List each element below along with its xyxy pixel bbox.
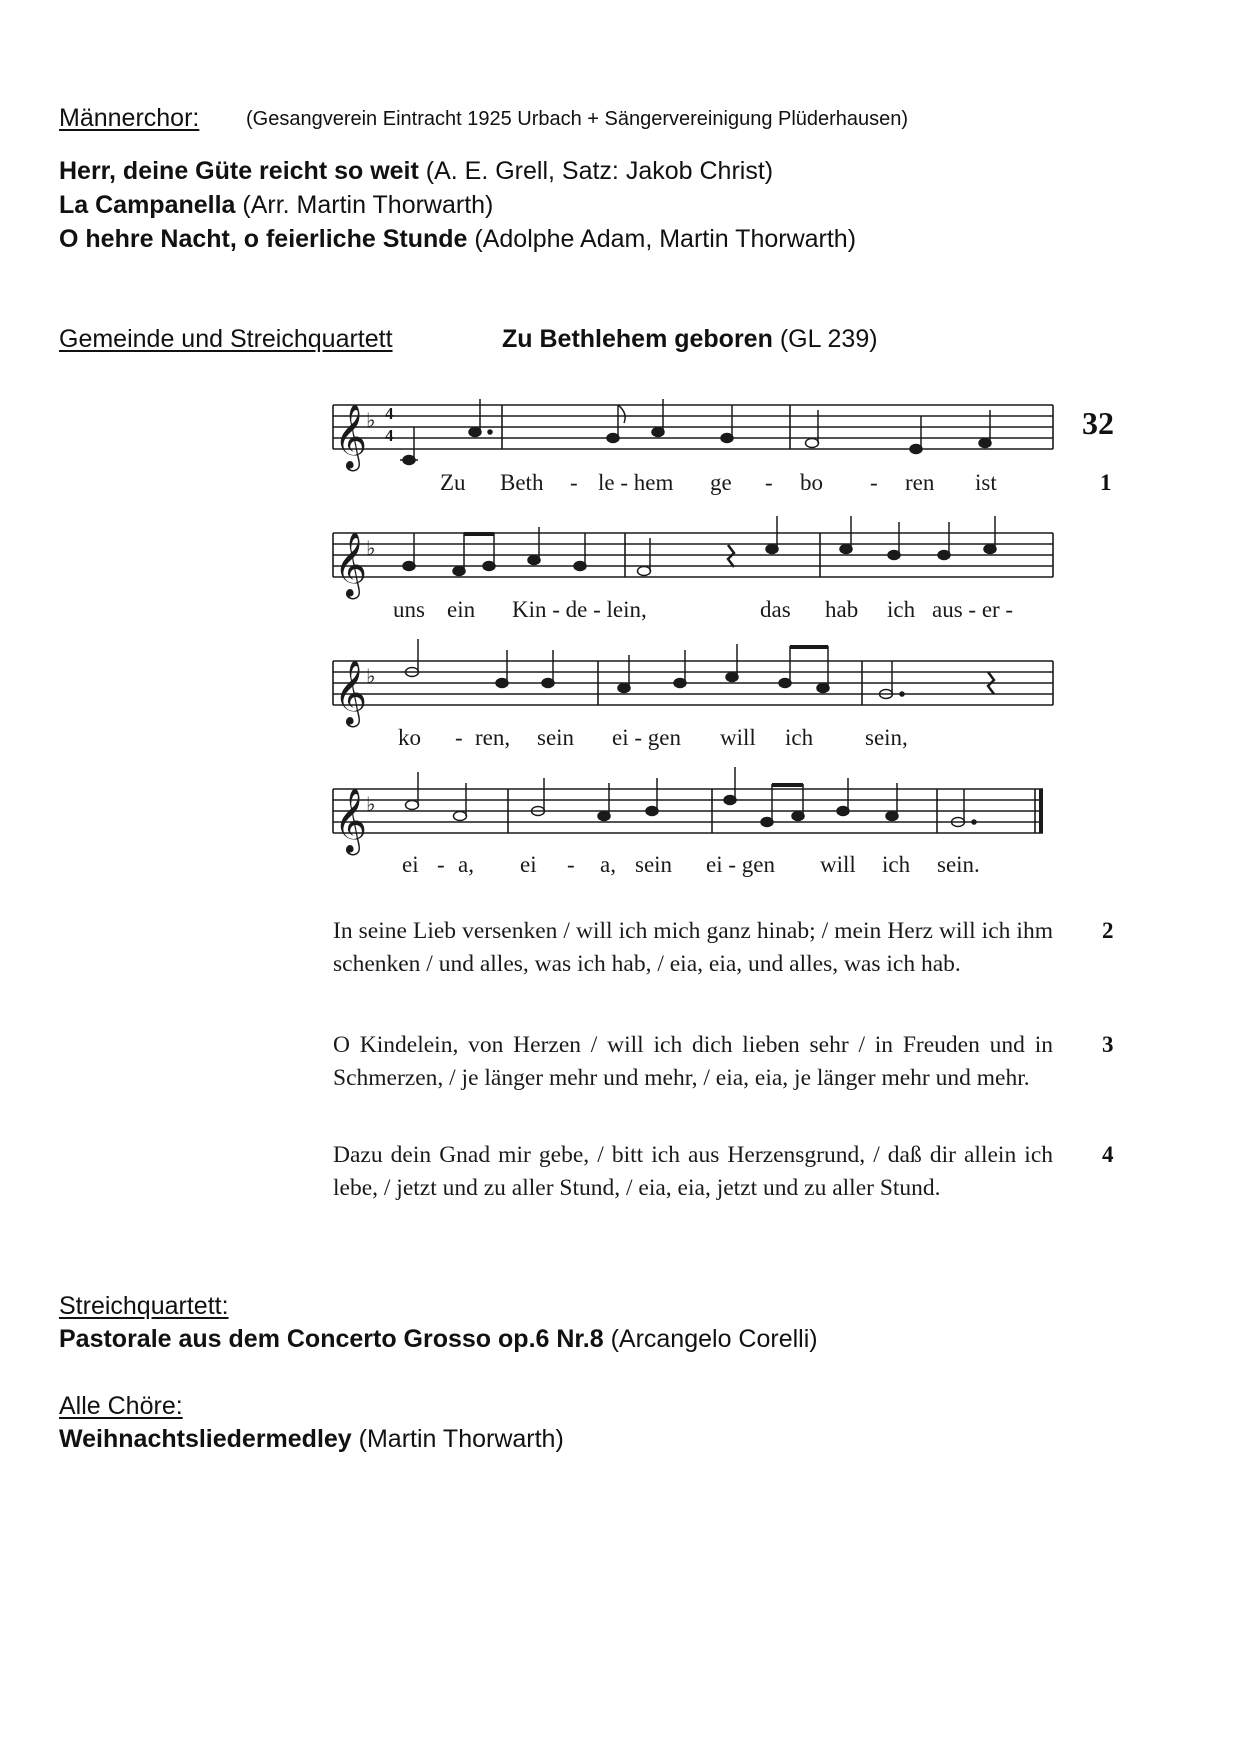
- piece-title: Herr, deine Güte reicht so weit: [59, 157, 419, 185]
- piece-title: Weihnachtsliedermedley: [59, 1425, 352, 1453]
- staff-system-4: [333, 789, 1043, 833]
- stanza-number-2: 2: [1102, 918, 1114, 943]
- lyric-syllable: das: [760, 597, 791, 622]
- svg-text:♭: ♭: [366, 792, 376, 816]
- lyric-syllable: uns: [393, 597, 425, 622]
- streichquartett-piece: [59, 1325, 818, 1354]
- piece-title: Zu Bethlehem geboren: [502, 325, 773, 353]
- flat-icon: [366, 408, 375, 816]
- lyric-syllable: ei: [520, 852, 537, 877]
- lyric-syllable: le - hem: [598, 470, 674, 495]
- lyric-syllable: -: [870, 470, 878, 495]
- lyric-syllable: -: [567, 852, 575, 877]
- lyric-syllable: will: [720, 725, 756, 750]
- lyric-syllable: sein,: [865, 725, 908, 750]
- svg-text:♭: ♭: [366, 536, 376, 560]
- lyric-syllable: ei - gen: [612, 725, 681, 750]
- piece-title: O hehre Nacht, o feierliche Stunde: [59, 225, 468, 253]
- lyric-syllable: ich: [882, 852, 911, 877]
- piece-credit: (Martin Thorwarth): [351, 1425, 564, 1453]
- lyric-syllable: ge: [710, 470, 732, 495]
- svg-text:𝄞: 𝄞: [334, 404, 368, 469]
- lyric-syllable: ren: [905, 470, 935, 495]
- lyric-syllable: hab: [825, 597, 859, 622]
- maennerchor-note: (Gesangverein Eintracht 1925 Urbach + Sängervereinigung Plüderhausen): [246, 108, 909, 130]
- piece-credit: (Arr. Martin Thorwarth): [235, 191, 494, 219]
- gemeinde-heading: Gemeinde und Streichquartett: [59, 325, 393, 353]
- stanza-number-3: 3: [1102, 1032, 1114, 1057]
- svg-text:𝄞: 𝄞: [334, 532, 368, 597]
- lyric-syllable: ren,: [475, 725, 511, 750]
- lyric-syllable: ko: [398, 725, 421, 750]
- notes-system-4: [406, 767, 977, 827]
- notes-system-1: [400, 399, 991, 465]
- stanza-2: In seine Lieb versenken / will ich mich ganz hinab; / mein Herz will ich ihm schenken / und alles, was ich hab, / eia, eia, und alles, was ich hab.: [333, 918, 1053, 977]
- piece-title: La Campanella: [59, 191, 236, 219]
- stanza-4: Dazu dein Gnad mir gebe, / bitt ich aus Herzensgrund, / daß dir allein ich lebe, / jetzt und zu aller Stund, / eia, eia, jetzt und zu aller Stund.: [333, 1142, 1053, 1201]
- alle-choere-piece: [59, 1425, 564, 1454]
- notes-system-3: [406, 639, 995, 699]
- piece-credit: (GL 239): [772, 325, 878, 353]
- piece-title: Pastorale aus dem Concerto Grosso op.6 Nr.8: [59, 1325, 604, 1353]
- svg-text:4: 4: [385, 426, 394, 445]
- lyric-syllable: Kin - de - lein,: [512, 597, 647, 622]
- lyric-syllable: ist: [975, 470, 997, 495]
- lyric-syllable: will: [820, 852, 856, 877]
- piece-credit: (Arcangelo Corelli): [603, 1325, 818, 1353]
- staff-system-3: [333, 661, 1053, 705]
- svg-text:♭: ♭: [366, 408, 376, 432]
- svg-text:𝄞: 𝄞: [334, 660, 368, 725]
- lyric-syllable: -: [437, 852, 445, 877]
- hymn-number: 32: [1082, 405, 1114, 441]
- stanza-3: O Kindelein, von Herzen / will ich dich lieben sehr / in Freuden und in Schmerzen, / je länger mehr und mehr, / eia, eia, je länger mehr und mehr.: [333, 1032, 1053, 1091]
- lyric-syllable: -: [570, 470, 578, 495]
- lyric-syllable: sein: [635, 852, 673, 877]
- lyric-syllable: a,: [458, 852, 474, 877]
- time-signature: [385, 404, 394, 445]
- streichquartett-heading: Streichquartett:: [59, 1292, 229, 1320]
- svg-text:4: 4: [385, 404, 394, 423]
- svg-text:𝄞: 𝄞: [334, 788, 368, 853]
- lyric-syllable: -: [765, 470, 773, 495]
- svg-text:♭: ♭: [366, 664, 376, 688]
- lyric-syllable: bo: [800, 470, 823, 495]
- staff-system-1: [333, 405, 1053, 449]
- lyric-syllable: ich: [785, 725, 814, 750]
- lyric-syllable: Beth: [500, 470, 544, 495]
- lyric-syllable: sein.: [937, 852, 980, 877]
- lyric-syllable: Zu: [440, 470, 466, 495]
- lyric-syllable: a,: [600, 852, 616, 877]
- lyric-syllable: ei: [402, 852, 419, 877]
- lyric-syllable: -: [455, 725, 463, 750]
- lyric-syllable: sein: [537, 725, 575, 750]
- lyric-syllable: ein: [447, 597, 476, 622]
- verse-number-1: 1: [1100, 470, 1112, 495]
- piece-credit: (A. E. Grell, Satz: Jakob Christ): [418, 157, 774, 185]
- stanza-number-4: 4: [1102, 1142, 1114, 1167]
- lyric-syllable: aus - er -: [932, 597, 1014, 622]
- maennerchor-heading: Männerchor:: [59, 104, 200, 132]
- lyric-syllable: ich: [887, 597, 916, 622]
- alle-choere-heading: Alle Chöre:: [59, 1392, 183, 1420]
- treble-clef-icon: [334, 404, 367, 855]
- lyric-syllable: ei - gen: [706, 852, 775, 877]
- piece-credit: (Adolphe Adam, Martin Thorwarth): [467, 225, 857, 253]
